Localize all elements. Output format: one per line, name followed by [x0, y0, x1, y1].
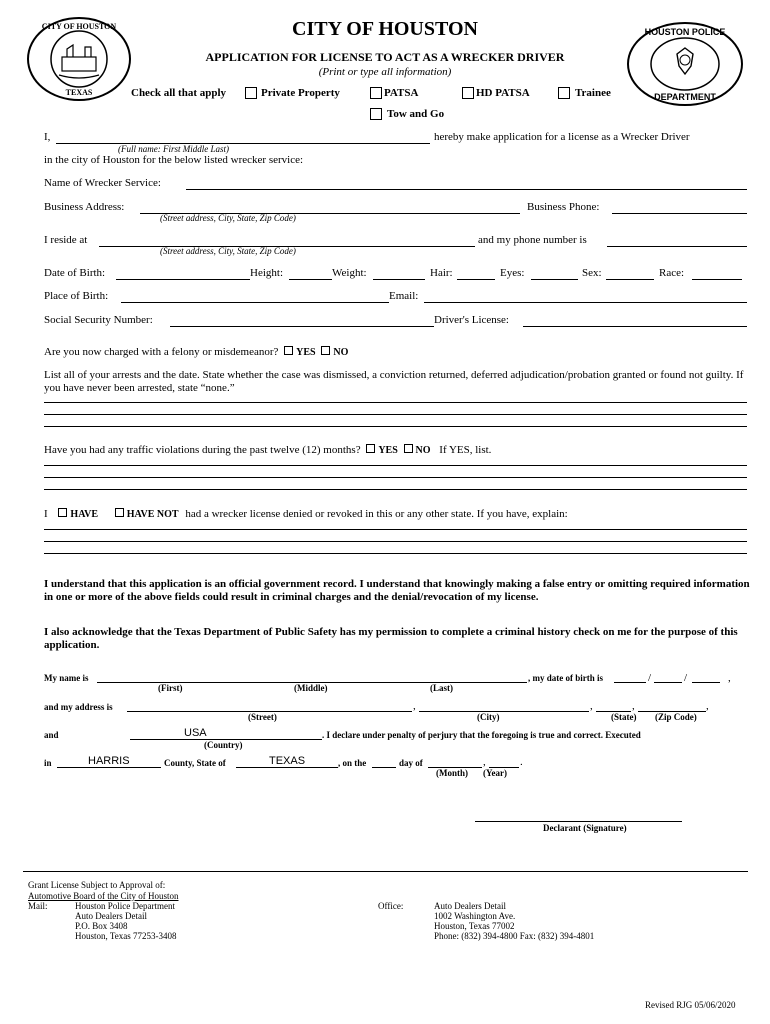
- country-caption: (Country): [204, 740, 243, 750]
- patsa-label: PATSA: [384, 87, 419, 99]
- revoked-text: had a wrecker license denied or revoked in this or any other state. If you have, explain:: [185, 508, 568, 520]
- office-line-2: 1002 Washington Ave.: [434, 911, 516, 921]
- grant-text: Grant License Subject to Approval of:: [28, 880, 166, 890]
- decl-county-field[interactable]: [57, 767, 161, 768]
- print-instruction: (Print or type all information): [318, 66, 452, 78]
- felony-yes-checkbox[interactable]: [284, 346, 293, 355]
- county-state-label: County, State of: [164, 758, 226, 768]
- day-of-label: day of: [399, 758, 423, 768]
- office-line-3: Houston, Texas 77002: [434, 921, 515, 931]
- reside-label: I reside at: [44, 234, 88, 246]
- race-label: Race:: [659, 267, 685, 279]
- business-phone-field[interactable]: [612, 213, 747, 214]
- eyes-label: Eyes:: [500, 267, 525, 279]
- date-period: .: [520, 756, 523, 768]
- addr-comma-1: ,: [413, 700, 416, 712]
- traffic-question: [44, 444, 491, 456]
- business-phone-label: Business Phone:: [527, 201, 600, 213]
- private-property-label: Private Property: [261, 87, 340, 99]
- mail-line-4: Houston, Texas 77253-3408: [75, 931, 177, 941]
- decl-name-label: My name is: [44, 673, 89, 683]
- reside-hint: (Street address, City, State, Zip Code): [160, 246, 296, 256]
- revoked-i: I: [44, 508, 48, 520]
- decl-city-field[interactable]: [419, 711, 589, 712]
- revoked-line-2[interactable]: [44, 541, 747, 542]
- on-the-label: , on the: [338, 758, 367, 768]
- have-not-checkbox[interactable]: [115, 508, 124, 517]
- traffic-yes-label: YES: [378, 445, 398, 456]
- signature-line[interactable]: [475, 821, 682, 822]
- trainee-checkbox[interactable]: [558, 87, 570, 99]
- traffic-question-text: Have you had any traffic violations during the past twelve (12) months?: [44, 444, 361, 456]
- intro-end-text: hereby make application for a license as a Wrecker Driver: [434, 131, 690, 143]
- arrests-line-1[interactable]: [44, 402, 747, 403]
- first-caption: (First): [158, 683, 183, 693]
- office-line-1: Auto Dealers Detail: [434, 901, 506, 911]
- date-comma: ,: [483, 756, 486, 768]
- pob-field[interactable]: [121, 302, 389, 303]
- traffic-line-2[interactable]: [44, 477, 747, 478]
- addr-comma-4: ,: [706, 700, 709, 712]
- felony-yes-label: YES: [296, 347, 316, 358]
- have-not-label: HAVE NOT: [126, 509, 179, 520]
- intro-cont-text: in the city of Houston for the below listed wrecker service:: [44, 154, 304, 166]
- traffic-line-1[interactable]: [44, 465, 747, 466]
- service-name-label: Name of Wrecker Service:: [44, 177, 161, 189]
- page-subtitle: APPLICATION FOR LICENSE TO ACT AS A WRECKER DRIVER: [205, 50, 565, 64]
- tow-and-go-checkbox[interactable]: [370, 108, 382, 120]
- svg-text:DEPARTMENT: DEPARTMENT: [654, 92, 716, 102]
- revoked-question: [44, 508, 568, 520]
- race-field[interactable]: [692, 279, 742, 280]
- country-value[interactable]: USA: [184, 727, 207, 739]
- height-label: Height:: [250, 267, 283, 279]
- revoked-line-3[interactable]: [44, 553, 747, 554]
- trainee-label: Trainee: [575, 87, 611, 99]
- height-field[interactable]: [289, 279, 332, 280]
- decl-dob-label: , my date of birth is: [528, 673, 603, 683]
- dl-field[interactable]: [523, 326, 747, 327]
- dps-permission-statement: I also acknowledge that the Texas Department of Public Safety has my permission to complete a criminal history check on me for the purpose of this application.: [44, 626, 738, 651]
- traffic-no-label: NO: [415, 445, 431, 456]
- eyes-field[interactable]: [531, 279, 578, 280]
- perjury-statement: . I declare under penalty of perjury that the foregoing is true and correct. Executed: [322, 730, 641, 740]
- year-caption: (Year): [483, 768, 507, 778]
- state-caption: (State): [611, 712, 637, 722]
- hair-label: Hair:: [430, 267, 453, 279]
- page-title: CITY OF HOUSTON: [292, 18, 478, 40]
- tow-and-go-label: Tow and Go: [387, 108, 445, 120]
- middle-caption: (Middle): [294, 683, 328, 693]
- mail-line-3: P.O. Box 3408: [75, 921, 128, 931]
- county-value[interactable]: HARRIS: [88, 755, 130, 767]
- hd-patsa-label: HD PATSA: [476, 87, 530, 99]
- patsa-checkbox[interactable]: [370, 87, 382, 99]
- dl-label: Driver's License:: [434, 314, 509, 326]
- decl-dob-month[interactable]: [614, 682, 646, 683]
- phone-label: and my phone number is: [478, 234, 587, 246]
- zip-caption: (Zip Code): [655, 712, 697, 722]
- arrests-line-3[interactable]: [44, 426, 747, 427]
- traffic-line-3[interactable]: [44, 489, 747, 490]
- weight-label: Weight:: [332, 267, 367, 279]
- decl-day-field[interactable]: [372, 767, 396, 768]
- office-line-4: Phone: (832) 394-4800 Fax: (832) 394-4801: [434, 931, 595, 941]
- felony-no-checkbox[interactable]: [321, 346, 330, 355]
- sex-label: Sex:: [582, 267, 602, 279]
- felony-question-text: Are you now charged with a felony or misdemeanor?: [44, 346, 279, 358]
- revoked-line-1[interactable]: [44, 529, 747, 530]
- hair-field[interactable]: [457, 279, 495, 280]
- board-text: Automotive Board of the City of Houston: [28, 891, 179, 901]
- full-name-field[interactable]: [56, 143, 430, 144]
- svg-text:HOUSTON POLICE: HOUSTON POLICE: [644, 27, 726, 37]
- mail-line-1: Houston Police Department: [75, 901, 175, 911]
- decl-address-label: and my address is: [44, 702, 113, 712]
- arrests-line-2[interactable]: [44, 414, 747, 415]
- hd-patsa-checkbox[interactable]: [462, 87, 474, 99]
- dob-label: Date of Birth:: [44, 267, 106, 279]
- have-checkbox[interactable]: [58, 508, 67, 517]
- signature-caption: Declarant (Signature): [543, 823, 627, 833]
- mail-label: Mail:: [28, 901, 48, 911]
- street-caption: (Street): [248, 712, 277, 722]
- svg-text:CITY OF HOUSTON: CITY OF HOUSTON: [41, 22, 117, 31]
- city-caption: (City): [477, 712, 500, 722]
- email-field[interactable]: [424, 302, 747, 303]
- decl-in-label: in: [44, 758, 52, 768]
- weight-field[interactable]: [373, 279, 425, 280]
- ssn-label: Social Security Number:: [44, 314, 153, 326]
- decl-and-label: and: [44, 730, 59, 740]
- felony-question: [44, 346, 348, 358]
- decl-state-exec-field[interactable]: [236, 767, 338, 768]
- revision-note: Revised RJG 05/06/2020: [645, 1000, 736, 1010]
- have-label: HAVE: [70, 509, 99, 520]
- pob-label: Place of Birth:: [44, 290, 109, 302]
- addr-comma-2: ,: [590, 700, 593, 712]
- felony-no-label: NO: [333, 347, 349, 358]
- intro-i-label: I,: [44, 131, 51, 143]
- dob-comma: ,: [728, 672, 731, 684]
- service-name-field[interactable]: [186, 189, 747, 190]
- decl-dob-year[interactable]: [692, 682, 720, 683]
- footer-divider: [23, 871, 748, 872]
- business-address-label: Business Address:: [44, 201, 125, 213]
- dob-slash-1: /: [648, 672, 652, 684]
- office-label: Office:: [378, 901, 404, 911]
- business-address-hint: (Street address, City, State, Zip Code): [160, 213, 296, 223]
- traffic-yes-checkbox[interactable]: [366, 444, 375, 453]
- svg-text:TEXAS: TEXAS: [65, 88, 93, 97]
- ssn-field[interactable]: [170, 326, 434, 327]
- month-caption: (Month): [436, 768, 468, 778]
- sex-field[interactable]: [606, 279, 654, 280]
- mail-line-2: Auto Dealers Detail: [75, 911, 147, 921]
- state-value[interactable]: TEXAS: [269, 755, 306, 767]
- phone-field[interactable]: [607, 246, 747, 247]
- arrests-instructions: List all of your arrests and the date. State whether the case was dismissed, a conviction returned, deferred adjudication/probation granted or found not guilty. If you have never been arrested, state “none.”: [44, 369, 744, 394]
- traffic-no-checkbox[interactable]: [404, 444, 413, 453]
- dob-slash-2: /: [684, 672, 688, 684]
- traffic-list-text: If YES, list.: [439, 444, 492, 456]
- check-all-label: Check all that apply: [131, 87, 227, 99]
- last-caption: (Last): [430, 683, 453, 693]
- addr-comma-3: ,: [632, 700, 635, 712]
- dob-field[interactable]: [116, 279, 250, 280]
- private-property-checkbox[interactable]: [245, 87, 257, 99]
- full-name-hint: (Full name: First Middle Last): [118, 144, 229, 154]
- government-record-statement: I understand that this application is an official government record. I understand that knowingly making a false entry or omitting required information in one or more of the above fields could result in criminal charges and the denial/revocation of my license.: [44, 578, 750, 603]
- email-label: Email:: [389, 290, 419, 302]
- decl-dob-day[interactable]: [654, 682, 682, 683]
